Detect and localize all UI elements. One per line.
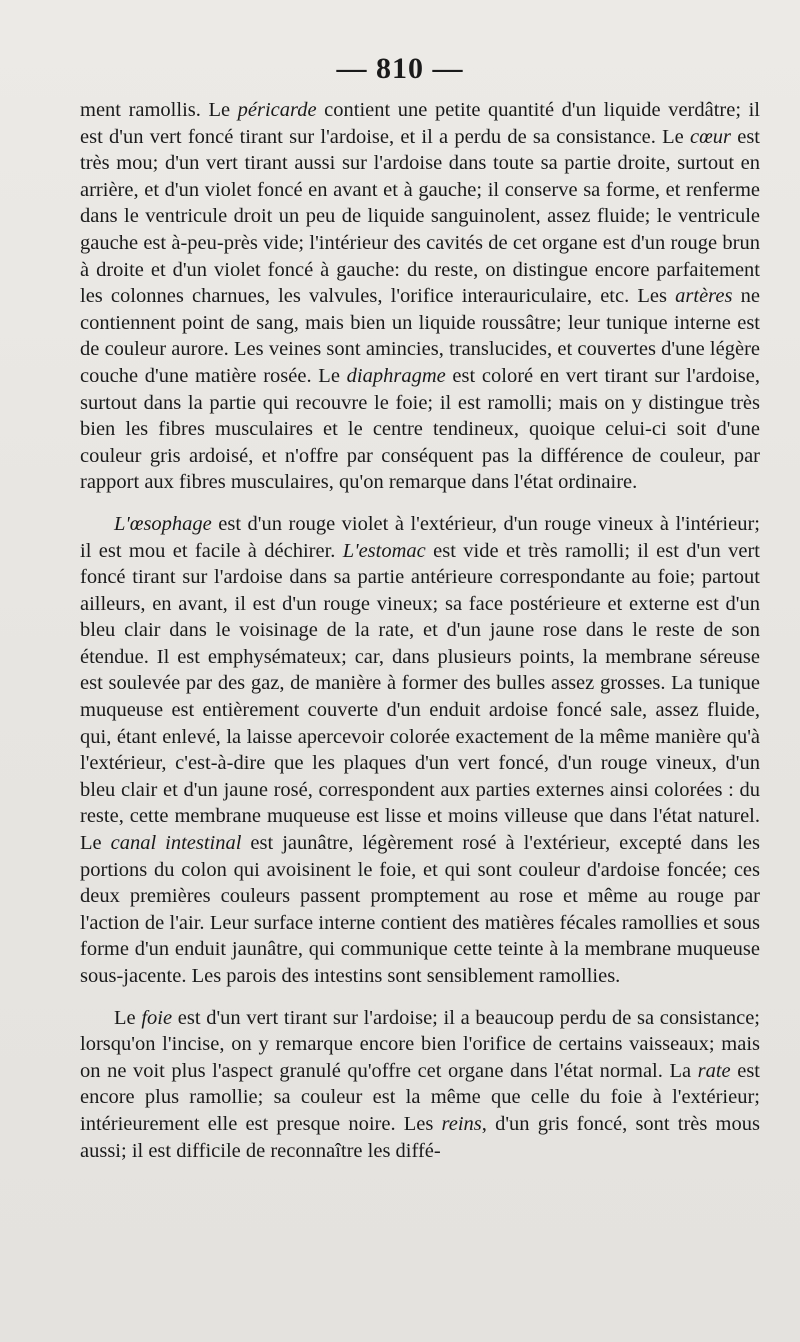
text-run: Le bbox=[114, 1006, 142, 1029]
text-run: est vide et très ramolli; il est d'un vert foncé tirant sur l'ardoise dans sa partie antérieure correspondante au foie; partout ailleurs, en avant, il est d'un rouge vineux; sa face postérieure et externe est d'un bleu clair dans le voisinage de la rate, et d'un jaune rose dans le reste de son étendue. Il est emphysémateux; car, dans plusieurs points, la membrane séreuse est soulevée par des gaz, de manière à former des bulles assez grosses. La tunique muqueuse est entièrement couverte d'un enduit ardoise foncé sale, assez fluide, qui, étant enlevé, la laisse apercevoir colorée exactement de la même manière qu'à l'extérieur, c'est-à-dire que les plaques d'un vert foncé, d'un rouge vineux, d'un bleu clair et d'un jaune rosé, correspondent aux parties externes ainsi colorées : du reste, cette membrane muqueuse est lisse et moins villeuse que dans l'état naturel. Le bbox=[80, 539, 760, 855]
italic-term: L'œsophage bbox=[114, 512, 212, 535]
italic-term: artères bbox=[675, 285, 733, 308]
italic-term: péricarde bbox=[237, 99, 317, 121]
italic-term: cœur bbox=[689, 125, 731, 148]
italic-term: rate bbox=[697, 1059, 731, 1082]
text-run: ment ramollis. Le bbox=[80, 99, 238, 121]
text-run: est d'un rouge violet à l'extérieur, d'un rouge vineux à l'intérieur; il est mou et facile à déchirer. bbox=[80, 512, 760, 562]
italic-term: foie bbox=[141, 1006, 173, 1029]
text-run: est très mou; d'un vert tirant aussi sur l'ardoise dans toute sa partie droite, surtout en arrière, et d'un violet foncé en avant et à gauche; il conserve sa forme, et renferme dans le ventricule droit un peu de liquide sanguinolent, assez fluide; le ventricule gauche est à-peu-près vide; l'intérieur des cavités de cet organe est d'un rouge brun à droite et d'un violet foncé à gauche: du reste, on distingue encore parfaitement les colonnes charnues, les valvules, l'orifice interauriculaire, etc. Les bbox=[80, 125, 761, 308]
text-body bbox=[80, 97, 760, 1164]
italic-term: reins bbox=[441, 1112, 482, 1135]
text-run: est coloré en vert tirant sur l'ardoise, surtout dans la partie qui recouvre le foie; il est ramolli; mais on y distingue très bien les fibres musculaires et le centre tendineux, quoique celui-ci soit d'une couleur gris ardoisé, et n'offre par conséquent pas la différence de couleur, par rapport aux fibres musculaires, qu'on remarque dans l'état ordinaire. bbox=[80, 364, 760, 494]
text-run: , d'un gris foncé, sont très mous aussi; il est difficile de reconnaître les diffé- bbox=[80, 1112, 760, 1162]
text-run: ne contiennent point de sang, mais bien un liquide roussâtre; leur tunique interne est de couleur aurore. Les veines sont amincies, translucides, et couvertes d'une légère couche d'une matière rosée. Le bbox=[80, 285, 760, 387]
paragraph bbox=[80, 1005, 760, 1165]
text-run: est encore plus ramollie; sa couleur est la même que celle du foie à l'extérieur; intérieurement elle est presque noire. Les bbox=[80, 1059, 760, 1135]
text-run: est jaunâtre, légèrement rosé à l'extérieur, excepté dans les portions du colon qui avoisinent le foie, et qui sont couleur d'ardoise foncée; ces deux premières couleurs passent promptement au rose et même au rouge par l'action de l'air. Leur surface interne contient des matières fécales ramollies et sous forme d'un enduit jaunâtre, qui communique cette teinte à la membrane muqueuse sous-jacente. Les parois des intestins sont sensiblement ramollies. bbox=[80, 832, 760, 987]
text-run: contient une petite quantité d'un liquide verdâtre; il est d'un vert foncé tirant sur l'ardoise, et il a perdu de sa consistance. Le bbox=[80, 99, 760, 148]
page-number: — 810 — bbox=[336, 52, 464, 85]
paragraph bbox=[80, 97, 760, 496]
paragraph bbox=[80, 511, 760, 990]
italic-term: L'estomac bbox=[342, 539, 426, 562]
italic-term: diaphragme bbox=[346, 364, 446, 387]
italic-term: canal intestinal bbox=[110, 832, 242, 855]
text-run: est d'un vert tirant sur l'ardoise; il a beaucoup perdu de sa consistance; lorsqu'on l'incise, on y remarque encore bien l'orifice de certains vaisseaux; mais on ne voit plus l'aspect granulé qu'offre cet organe dans l'état normal. La bbox=[80, 1006, 760, 1082]
